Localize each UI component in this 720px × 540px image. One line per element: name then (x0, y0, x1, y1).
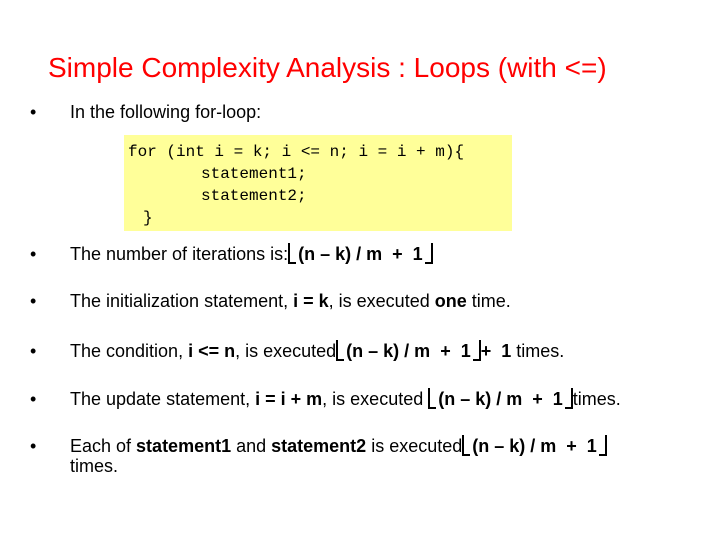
bullet-marker: • (30, 102, 37, 122)
stmt-prefix: Each of (70, 436, 137, 456)
slide-title: Simple Complexity Analysis : Loops (with <=) (48, 52, 607, 83)
code-line-4: } (143, 209, 153, 227)
floor-expression (428, 389, 573, 410)
floor-expr-text: (n – k) / m + 1 (298, 244, 423, 264)
init-prefix: The initialization statement, (70, 291, 294, 311)
stmt-suffix: times. (70, 456, 119, 476)
cond-code: i <= n (188, 341, 236, 361)
stmt-s1: statement1 (136, 436, 232, 456)
code-line-1: for (int i = k; i <= n; i = i + m){ (128, 143, 465, 161)
bullet-marker: • (30, 291, 37, 311)
intro-text: In the following for-loop: (70, 102, 262, 122)
stmt-mid: is executed (366, 436, 463, 456)
init-count: one (434, 291, 467, 311)
cond-prefix: The condition, (70, 341, 189, 361)
bullet-initialization (30, 291, 511, 312)
stmt-and: and (231, 436, 272, 456)
cond-mid: , is executed (235, 341, 337, 361)
floor-expr-text: (n – k) / m + 1 (472, 436, 597, 456)
update-code: i = i + m (255, 389, 323, 409)
update-prefix: The update statement, (70, 389, 256, 409)
init-mid: , is executed (328, 291, 435, 311)
code-line-3: statement2; (201, 187, 307, 205)
code-block (124, 135, 512, 231)
bullet-marker: • (30, 389, 37, 409)
floor-expression (288, 244, 433, 265)
cond-suffix: times. (511, 341, 565, 361)
cond-plus-one: + 1 (480, 341, 512, 361)
init-suffix: time. (466, 291, 511, 311)
code-line-2: statement1; (201, 165, 307, 183)
bullet-statements (30, 436, 607, 457)
update-suffix: times. (572, 389, 621, 409)
bullet-iterations (30, 244, 433, 265)
bullet-marker: • (30, 436, 37, 456)
floor-expression (336, 341, 481, 362)
bullet-condition (30, 341, 564, 362)
bullet-marker: • (30, 244, 37, 264)
stmt-s2: statement2 (271, 436, 367, 456)
bullet-intro (30, 102, 261, 123)
bullet-update (30, 389, 621, 410)
bullet-marker: • (30, 341, 37, 361)
floor-expr-text: (n – k) / m + 1 (438, 389, 563, 409)
floor-expr-text: (n – k) / m + 1 (346, 341, 471, 361)
init-code: i = k (293, 291, 329, 311)
floor-expression (462, 436, 607, 457)
update-mid: , is executed (322, 389, 429, 409)
iterations-text: The number of iterations is: (70, 244, 289, 264)
